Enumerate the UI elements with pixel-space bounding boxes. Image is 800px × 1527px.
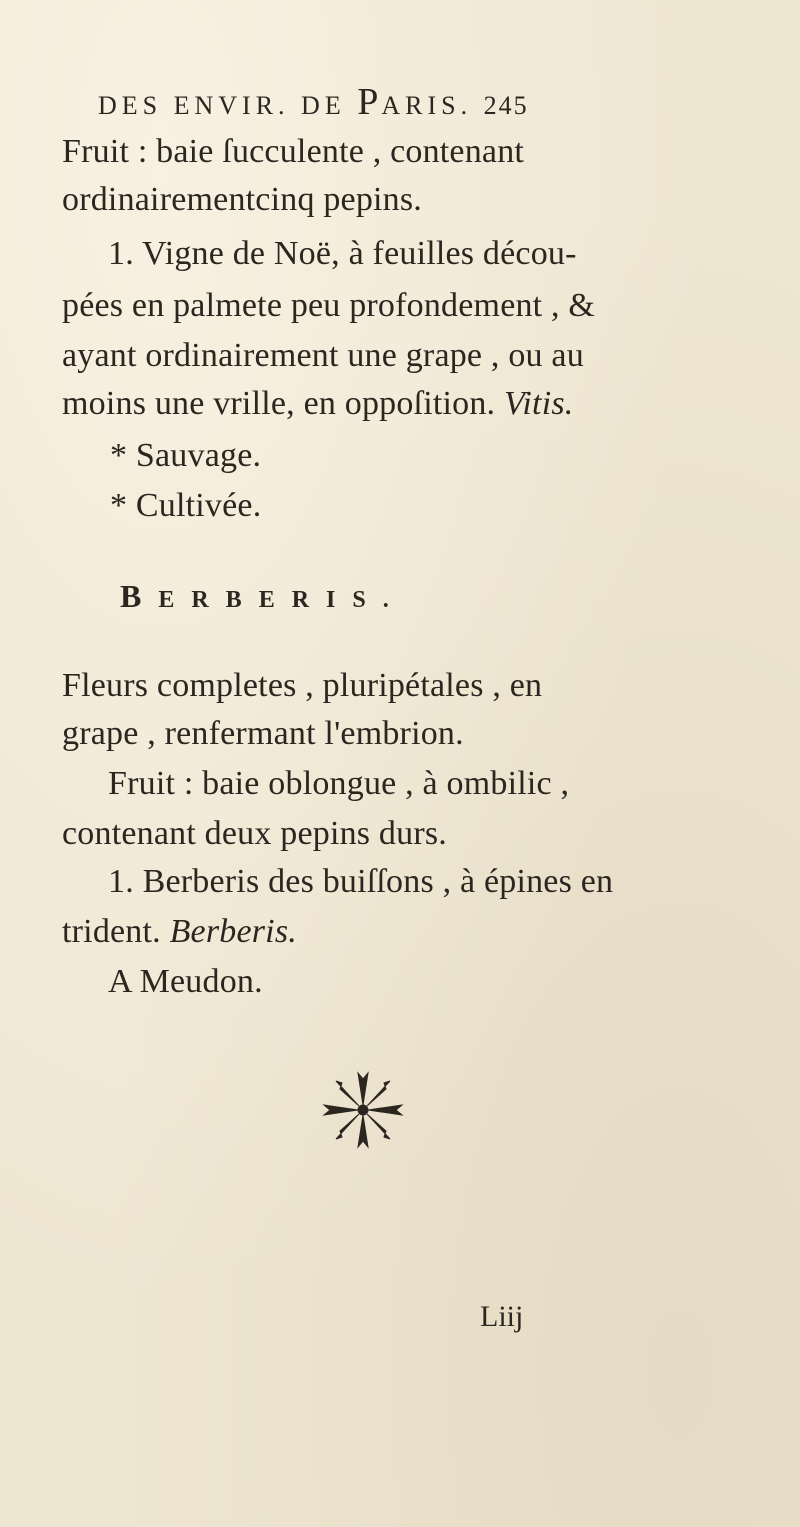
berberis-line-3: Fruit : baie oblongue , à ombilic , bbox=[108, 765, 570, 802]
section-title-rest: ERBERIS. bbox=[158, 587, 406, 613]
berberis-line-2: grape , renfermant l'embrion. bbox=[62, 715, 464, 752]
vitis-line-6-text: moins une vrille, en oppoſition. bbox=[62, 385, 496, 422]
section-title-berberis bbox=[120, 578, 406, 615]
berberis-line-1: Fleurs completes , pluripétales , en bbox=[62, 667, 543, 704]
variety-wild: * Sauvage. bbox=[110, 437, 262, 474]
vitis-line-5: ayant ordinairement une grape , ou au bbox=[62, 337, 584, 374]
berberis-line-5: 1. Berberis des buiſſons , à épines en bbox=[108, 863, 614, 900]
berberis-line-4: contenant deux pepins durs. bbox=[62, 815, 447, 852]
header-city-rest: ARIS. bbox=[381, 91, 473, 120]
vitis-line-1: Fruit : baie ſucculente , contenant bbox=[62, 133, 525, 170]
page-number: 245 bbox=[483, 91, 529, 120]
header-left: DES ENVIR. DE bbox=[98, 91, 346, 120]
berberis-line-6 bbox=[62, 912, 297, 952]
berberis-line-6-text: trident. bbox=[62, 913, 161, 950]
header-city-initial: P bbox=[357, 81, 382, 123]
vitis-line-3: 1. Vigne de Noë, à feuilles décou- bbox=[108, 235, 577, 272]
latin-name-vitis: Vitis. bbox=[503, 385, 574, 422]
vitis-line-2: ordinairementcinq pepins. bbox=[62, 181, 423, 218]
latin-name-berberis: Berberis. bbox=[169, 913, 297, 950]
vitis-line-4: pées en palmete peu profondement , & bbox=[62, 287, 596, 324]
variety-cultivated: * Cultivée. bbox=[110, 487, 262, 524]
running-header bbox=[98, 80, 529, 124]
signature-mark: Liij bbox=[480, 1300, 524, 1333]
location-meudon: A Meudon. bbox=[108, 963, 263, 1000]
printer-ornament-icon bbox=[318, 1065, 408, 1155]
section-title-initial: B bbox=[120, 578, 159, 614]
vitis-line-6 bbox=[62, 384, 573, 424]
